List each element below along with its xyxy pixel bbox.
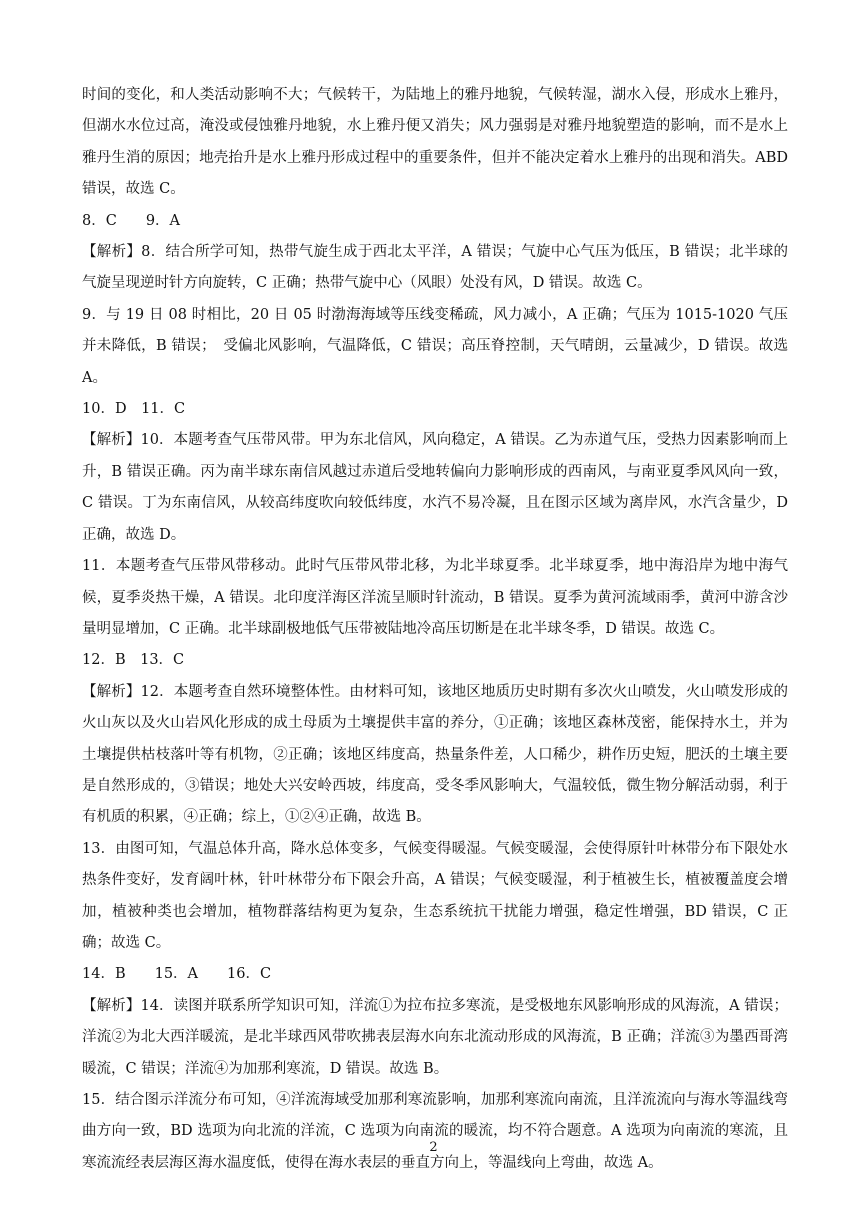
explanation-q12: 【解析】12．本题考查自然环境整体性。由材料可知，该地区地质历史时期有多次火山喷发，火山喷发形成的火山灰以及火山岩风化形成的成土母质为土壤提供丰富的养分，①正确；该地区森林茂密，能保持水土，并为土壤提供枯枝落叶等有机物，②正确；该地区纬度高，热量条件差，人口稀少，耕作历史短，肥沃的土壤主要是自然形成的，③错误；地处大兴安岭西坡，纬度高，受冬季风影响大，气温较低，微生物分解活动弱，利于有机质的积累，④正确；综上，①②④正确，故选 B。 [82, 683, 788, 826]
answer-line-8-9: 8．C 9．A [82, 212, 181, 229]
answer-explanations [82, 80, 788, 1179]
explanation-q14: 【解析】14．读图并联系所学知识可知，洋流①为拉布拉多寒流，是受极地东风影响形成的风海流，A 错误；洋流②为北大西洋暖流，是北半球西风带吹拂表层海水向东北流动形成的风海流，B 正确；洋流③为墨西哥湾暖流，C 错误；洋流④为加那利寒流，D 错误。故选 B。 [82, 997, 788, 1077]
explanation-q8: 【解析】8．结合所学可知，热带气旋生成于西北太平洋，A 错误；气旋中心气压为低压，B 错误；北半球的气旋呈现逆时针方向旋转，C 正确；热带气旋中心（风眼）处没有风，D 错误。故选 C。 [82, 244, 788, 292]
explanation-q9: 9．与 19 日 08 时相比，20 日 05 时渤海海域等压线变稀疏，风力减小，A 正确；气压为 1015-1020 气压并未降低，B 错误； 受偏北风影响，气温降低，C 错误；高压脊控制，天气晴朗，云量减少，D 错误。故选A。 [82, 306, 788, 386]
paragraph-yardang-conclusion: 时间的变化，和人类活动影响不大；气候转干，为陆地上的雅丹地貌，气候转湿，湖水入侵，形成水上雅丹，但湖水水位过高，淹没或侵蚀雅丹地貌，水上雅丹便又消失；风力强弱是对雅丹地貌塑造的影响，而不是水上雅丹生消的原因；地壳抬升是水上雅丹形成过程中的重要条件，但并不能决定着水上雅丹的出现和消失。ABD 错误，故选 C。 [82, 87, 788, 198]
answer-line-14-16: 14．B 15．A 16．C [82, 966, 272, 983]
page-number: 2 [429, 1140, 438, 1155]
answer-line-12-13: 12．B 13．C [82, 652, 185, 669]
explanation-q11: 11．本题考查气压带风带移动。此时气压带风带北移，为北半球夏季。北半球夏季，地中海沿岸为地中海气候，夏季炎热干燥，A 错误。北印度洋海区洋流呈顺时针流动，B 错误。夏季为黄河流域雨季，黄河中游含沙量明显增加，C 正确。北半球副极地低气压带被陆地冷高压切断是在北半球冬季，D 错误。故选 C。 [82, 558, 788, 637]
explanation-q10: 【解析】10．本题考查气压带风带。甲为东北信风，风向稳定，A 错误。乙为赤道气压，受热力因素影响而上升，B 错误正确。丙为南半球东南信风越过赤道后受地转偏向力影响形成的西南风，与南亚夏季风风向一致，C 错误。丁为东南信风，从较高纬度吹向较低纬度，水汽不易冷凝，且在图示区域为离岸风，水汽含量少，D 正确，故选 D。 [82, 432, 788, 543]
explanation-q13: 13．由图可知，气温总体升高，降水总体变多，气候变得暖湿。气候变暖湿，会使得原针叶林带分布下限处水热条件变好，发育阔叶林，针叶林带分布下限会升高，A 错误；气候变暖湿，利于植被生长，植被覆盖度会增加，植被种类也会增加，植物群落结构更为复杂，生态系统抗干扰能力增强，稳定性增强，BD 错误，C 正确；故选 C。 [82, 840, 788, 951]
explanation-q15: 15．结合图示洋流分布可知，④洋流海域受加那利寒流影响，加那利寒流向南流，且洋流流向与海水等温线弯曲方向一致，BD 选项为向北流的洋流，C 选项为向南流的暖流，均不符合题意。A 选项为向南流的寒流，且寒流流经表层海区海水温度低，使得在海水表层的垂直方向上，等温线向上弯曲，故选 A。 [82, 1092, 788, 1171]
answer-line-10-11: 10．D 11．C [82, 401, 186, 418]
